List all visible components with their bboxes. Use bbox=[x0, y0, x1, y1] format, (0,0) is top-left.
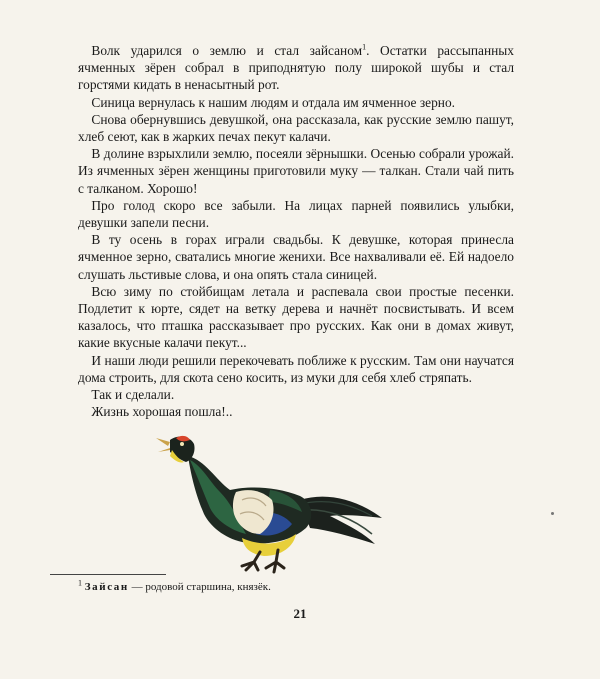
paragraph-9-text: Так и сделали. bbox=[91, 387, 175, 403]
paragraph-3 bbox=[78, 111, 514, 145]
story-text bbox=[78, 42, 514, 420]
paragraph-6-text: В ту осень в горах играли свадьбы. К девушке, которая принесла ячменное зерно, сватались многие женихи. Все нахваливали её. Ей надоело слушать льстивые слова, и она опять стала синицей. bbox=[78, 232, 514, 282]
paragraph-5-text: Про голод скоро все забыли. На лицах парней появились улыбки, девушки запели песни. bbox=[78, 197, 514, 231]
paragraph-8-text: И наши люди решили перекочевать поближе к русским. Там они научатся дома строить, для скота сено косить, из муки для себя хлеб стряпать. bbox=[78, 352, 514, 385]
paragraph-4 bbox=[78, 145, 514, 197]
paragraph-2 bbox=[78, 94, 514, 111]
footnote-term: Зайсан bbox=[84, 581, 129, 593]
page-number: 21 bbox=[293, 606, 307, 621]
paragraph-4-text: В долине взрыхлили землю, посеяли зёрнышки. Осенью собрали урожай. Из ячменных зёрен женщины приготовили муку — талкан. Стали чай пить с талканом. Хорошо! bbox=[78, 146, 514, 196]
bird-beak bbox=[156, 438, 170, 446]
paragraph-1 bbox=[78, 42, 514, 94]
paragraph-2-text: Синица вернулась к нашим людям и отдала им ячменное зерно. bbox=[91, 94, 455, 110]
paragraph-1-text: Волк ударился о землю и стал зайсаном bbox=[91, 43, 363, 58]
bird-tail bbox=[300, 497, 382, 544]
paragraph-7 bbox=[78, 283, 514, 352]
paragraph-5 bbox=[78, 197, 514, 231]
paragraph-8 bbox=[78, 352, 514, 386]
paragraph-3-text: Снова обернувшись девушкой, она рассказала, как русские землю пашут, хлеб сеют, как в жарких печах пекут калачи. bbox=[78, 111, 514, 145]
paragraph-9 bbox=[78, 386, 514, 403]
paragraph-1-continuation: . Остатки рассыпанных ячменных зёрен собрал в приподнятую полу широкой шубы и стал горстями кидать в ненасытный рот. bbox=[78, 43, 514, 93]
footnote-definition: — родовой старшина, князёк. bbox=[128, 581, 271, 593]
paragraph-10-text: Жизнь хорошая пошла!.. bbox=[91, 404, 233, 420]
footnote-divider bbox=[50, 574, 166, 575]
footnote-mark: 1 bbox=[78, 578, 82, 588]
paper-speck bbox=[551, 512, 554, 515]
paragraph-6 bbox=[78, 231, 514, 283]
footnote-reference: 1 bbox=[362, 42, 367, 52]
paragraph-10 bbox=[78, 403, 514, 420]
black-grouse-illustration bbox=[150, 430, 390, 575]
paragraph-7-text: Всю зиму по стойбищам летала и распевала свои простые песенки. Подлетит к юрте, сядет на ветку дерева и начнёт посвистывать. И всем казалось, что пташка рассказывает про русских. Как они в домах живут, какие вкусные калачи пекут... bbox=[78, 283, 514, 351]
bird-eye bbox=[180, 442, 184, 446]
footnote bbox=[78, 580, 271, 594]
